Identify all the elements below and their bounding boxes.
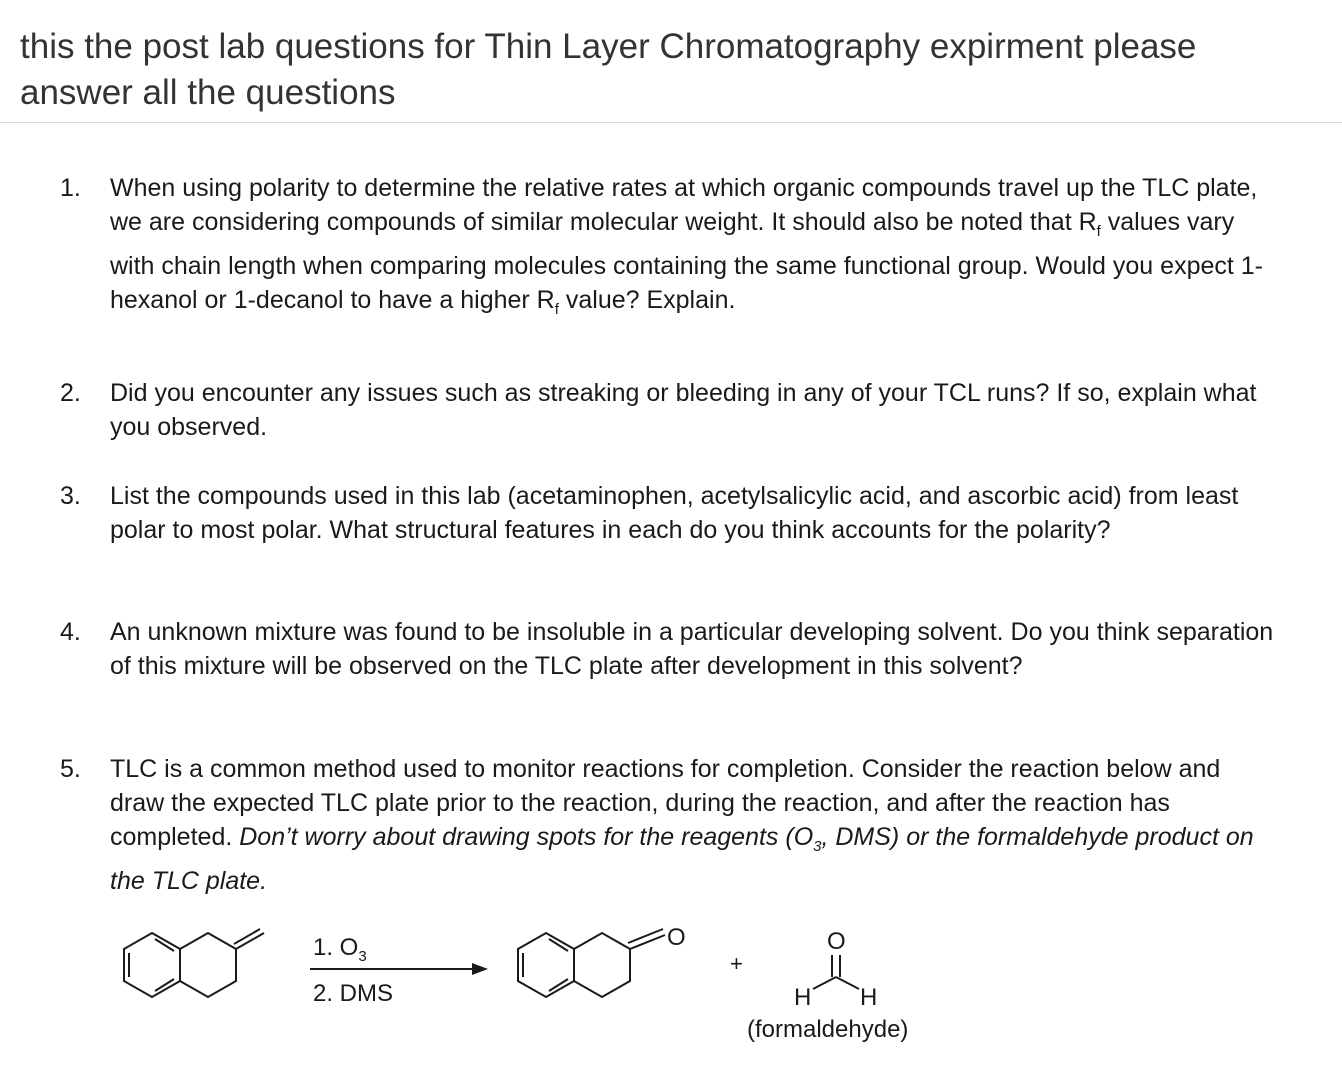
reagent-step-1: 1. $O_3$ xyxy=(313,934,367,965)
hydrogen-right: H xyxy=(860,984,878,1011)
question-number: 4. xyxy=(60,618,81,646)
product-ketone-structure xyxy=(518,929,665,997)
question-text-part: values vary with chain length when comparing molecules containing the same functional group. Would you expect 1-hexanol or 1-decanol to have a higher R xyxy=(110,208,1263,314)
question-number: 1. xyxy=(60,174,81,202)
question-text: Did you encounter any issues such as streaking or bleeding in any of your TCL runs? If so, explain what you observed. xyxy=(110,379,1257,441)
rf-subscript: f xyxy=(554,301,559,318)
question-5 xyxy=(60,752,1280,898)
page-title: this the post lab questions for Thin Layer Chromatography expirment please answer all the questions xyxy=(20,27,1197,112)
question-text-part: TLC is a common method used to monitor reactions for completion. Consider the reaction below and draw the expected TLC plate prior to the reaction, during the reaction, and after the reaction has completed. xyxy=(110,755,1221,851)
question-2 xyxy=(60,376,1280,444)
question-1 xyxy=(60,171,1280,327)
rf-subscript: f xyxy=(1096,223,1101,240)
formaldehyde-structure xyxy=(813,955,859,989)
divider xyxy=(0,122,1342,123)
hydrogen-left: H xyxy=(794,984,812,1011)
question-text xyxy=(110,752,1280,898)
arrow-head xyxy=(472,963,488,975)
question-text: List the compounds used in this lab (acetaminophen, acetylsalicylic acid, and ascorbic acid) from least polar to most polar. What structural features in each do you think accounts for the polarity? xyxy=(110,482,1239,544)
plus-sign: + xyxy=(730,951,743,976)
question-text: An unknown mixture was found to be insoluble in a particular developing solvent. Do you think separation of this mixture will be observed on the TLC plate after development in this solvent? xyxy=(110,618,1274,680)
starting-material-structure xyxy=(124,929,264,997)
reagent-step-2: 2. DMS xyxy=(313,980,394,1007)
aldehyde-oxygen: O xyxy=(827,928,846,955)
question-4 xyxy=(60,615,1280,683)
question-number: 2. xyxy=(60,379,81,407)
question-text xyxy=(110,171,1280,327)
formaldehyde-label: (formaldehyde) xyxy=(747,1016,909,1043)
question-number: 5. xyxy=(60,755,81,783)
question-number: 3. xyxy=(60,482,81,510)
ozone-subscript: 3 xyxy=(813,838,822,855)
question-text-part: value? Explain. xyxy=(558,286,736,314)
question-text-part: When using polarity to determine the relative rates at which organic compounds travel up the TLC plate, we are considering compounds of similar molecular weight. It should also be noted that R xyxy=(110,174,1258,236)
ketone-oxygen: O xyxy=(667,924,686,951)
italic-note: , DMS) or the formaldehyde product on the TLC plate. xyxy=(110,823,1254,895)
reaction-scheme xyxy=(100,915,1000,1065)
italic-note: Don’t worry about drawing spots for the reagents (O xyxy=(239,823,814,851)
question-3 xyxy=(60,479,1280,547)
